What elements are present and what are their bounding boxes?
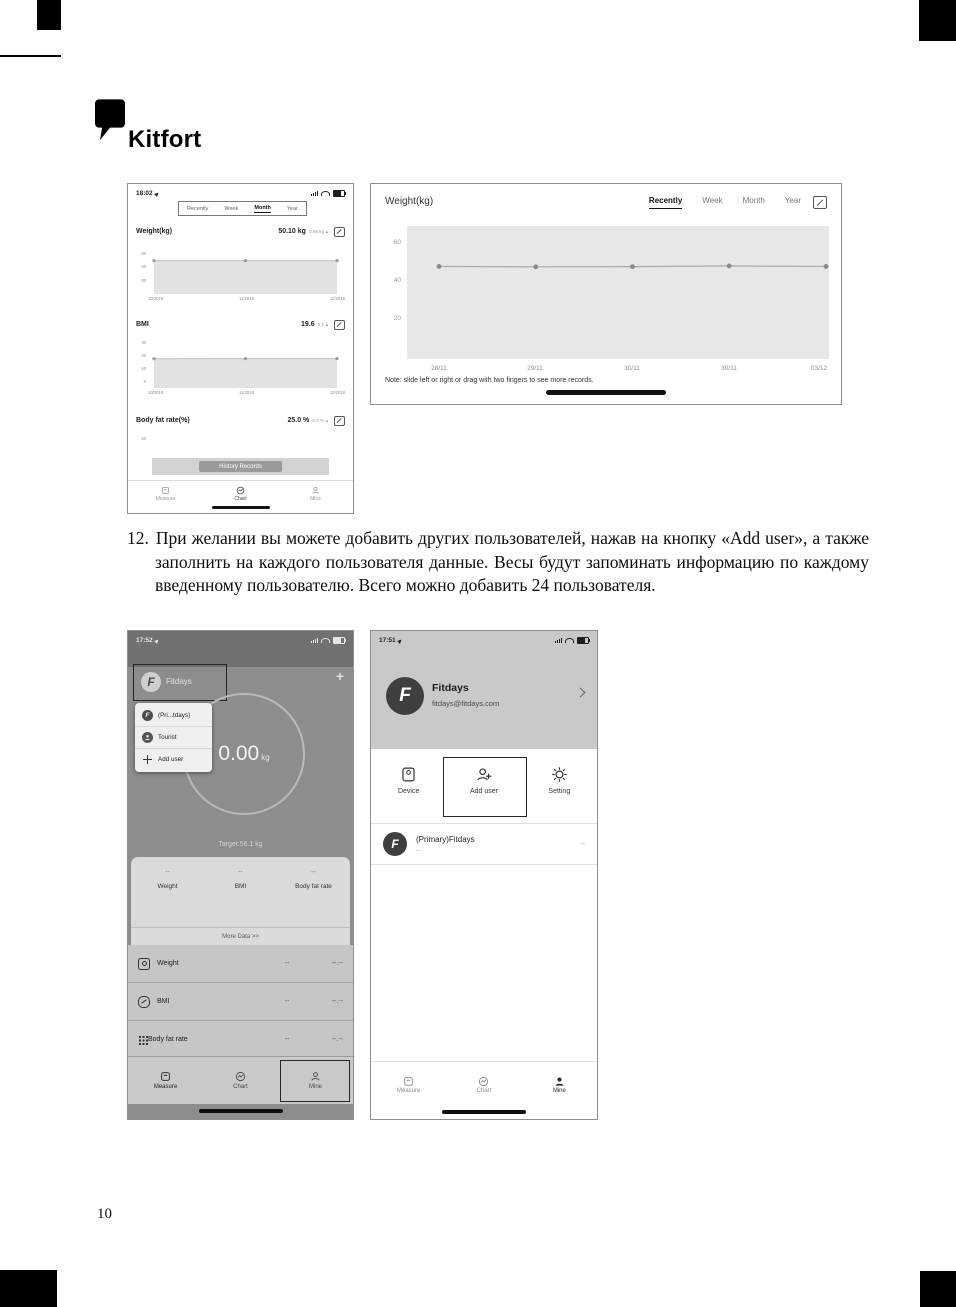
y-tick: 20 <box>393 315 401 322</box>
nav-label: Mine <box>552 1088 566 1095</box>
row-label: BMI <box>157 998 170 1005</box>
menu-item-primary-user[interactable] <box>135 705 212 727</box>
status-time: 17:51 <box>379 637 396 644</box>
tab-year[interactable]: Year <box>286 205 298 212</box>
fitdays-logo-icon[interactable]: F <box>141 672 161 692</box>
menu-item-tourist[interactable] <box>135 727 212 749</box>
y-tick: 40 <box>393 277 401 284</box>
weight-line-chart-plot <box>407 226 829 359</box>
page-number: 10 <box>97 1206 112 1222</box>
row-value: -- <box>284 1036 290 1043</box>
bmi-label: BMI <box>136 321 149 328</box>
metric-value: -- <box>311 869 316 876</box>
target-weight: Target:56.1 kg <box>218 841 263 848</box>
metric-label: BMI <box>234 883 247 890</box>
y-tick: 10 <box>141 366 146 371</box>
nav-chart[interactable] <box>203 1057 278 1104</box>
bmi-delta: 0.1 <box>317 322 325 327</box>
crop-mark-top-left <box>37 0 61 30</box>
screenshot-home-dimmed <box>127 630 354 1120</box>
y-tick: 60 <box>141 251 146 256</box>
y-tick: 40 <box>141 264 146 269</box>
home-indicator <box>199 1109 283 1113</box>
metric-label: Weight <box>157 883 178 890</box>
chart-note: Note: slide left or right or drag with two fingers to see more records. <box>385 377 594 384</box>
status-bar <box>371 635 597 646</box>
chart-icon <box>236 486 245 495</box>
y-tick: 30 <box>141 340 146 345</box>
tab-recently[interactable]: Recently <box>649 196 682 209</box>
screenshot-chart-phone <box>127 183 354 514</box>
y-tick: 0 <box>143 379 146 384</box>
device-icon <box>400 766 417 783</box>
paragraph-text: При желании вы можете добавить других пользователей, нажав на кнопку «Add user», а также заполнить на каждого пользователя данные. Весы будут запоминать информацию по каждому введенному пользователю. Всего можно добавить 24 пользователя. <box>155 528 869 595</box>
x-tick: 03/12 <box>810 365 828 372</box>
nav-measure[interactable] <box>128 481 203 507</box>
measure-icon <box>403 1076 414 1087</box>
row-value-2: --.-- <box>331 1036 343 1043</box>
menu-item-label: (Pri...tdays) <box>158 712 191 719</box>
x-tick: 11/2018 <box>239 296 254 301</box>
app-name[interactable]: Fitdays <box>166 677 192 686</box>
tab-month[interactable]: Month <box>254 205 271 211</box>
fitdays-avatar-icon: F <box>142 710 153 721</box>
action-label: Device <box>397 788 420 795</box>
user-row[interactable] <box>371 823 597 865</box>
person-icon <box>311 486 320 495</box>
menu-item-add-user[interactable] <box>135 749 212 770</box>
nav-measure[interactable] <box>128 1057 203 1104</box>
signal-icon <box>555 638 562 643</box>
wifi-icon <box>321 638 330 643</box>
measure-icon <box>160 1071 171 1082</box>
y-tick: 20 <box>141 353 146 358</box>
dial-weight-unit: kg <box>261 753 270 762</box>
user-name: (Primary)Fitdays <box>416 834 475 844</box>
action-label: Add user <box>469 788 498 795</box>
nav-mine[interactable] <box>522 1062 597 1108</box>
metric-value: -- <box>238 869 243 876</box>
x-tick: 30/11 <box>721 365 737 372</box>
dial-weight-value: 0.00 <box>218 742 260 765</box>
body-fat-section-header <box>136 413 345 428</box>
screenshot-profile <box>370 630 598 1120</box>
x-tick: 12/2018 <box>329 296 345 301</box>
trend-up-icon: ▲ <box>325 418 329 423</box>
action-label: Setting <box>548 788 571 795</box>
history-records-bar <box>152 458 329 475</box>
status-bar <box>128 635 353 646</box>
kitfort-logo-text: Kitfort <box>128 126 202 153</box>
weight-mini-chart-plot <box>148 246 343 294</box>
add-button[interactable]: + <box>335 668 344 684</box>
metric-weight <box>131 869 204 890</box>
bmi-mini-chart <box>136 340 345 398</box>
bmi-section-header <box>136 317 345 332</box>
metric-value: -- <box>165 869 170 876</box>
nav-label: Measure <box>396 1088 421 1095</box>
action-device[interactable] <box>371 759 446 817</box>
nav-label: Chart <box>476 1088 492 1095</box>
nav-label: Mine <box>308 1083 322 1090</box>
annotation-box-add-user <box>443 757 527 817</box>
trend-up-icon: ▲ <box>325 322 329 327</box>
fitdays-avatar-icon: F <box>383 832 407 856</box>
y-tick: 60 <box>393 239 401 246</box>
tab-week[interactable]: Week <box>702 196 723 205</box>
x-tick: 28/11 <box>431 365 447 372</box>
y-tick: 20 <box>141 278 146 283</box>
weight-line-chart[interactable] <box>407 226 829 359</box>
wifi-icon <box>321 191 330 196</box>
weight-delta: 0.08 kg <box>308 229 325 234</box>
row-label: Body fat rate <box>148 1036 188 1043</box>
screenshot-chart-landscape <box>370 183 842 405</box>
list-item-bmi[interactable] <box>128 983 353 1021</box>
user-value: -- <box>580 840 585 848</box>
bmi-mini-chart-plot <box>148 340 343 388</box>
bottom-nav <box>128 480 353 507</box>
row-value-2: --.-- <box>331 998 343 1005</box>
annotation-box-user-switcher <box>133 664 227 701</box>
body-fat-delta: 0.3 % <box>312 418 325 423</box>
weight-value: 50.10 kg <box>278 228 306 235</box>
paragraph-number: 12. <box>127 528 149 548</box>
chart-icon <box>478 1076 489 1087</box>
crop-mark-top-right <box>919 0 956 41</box>
battery-icon <box>577 637 589 644</box>
signal-icon <box>311 191 318 196</box>
status-time: 18:02 <box>136 190 153 197</box>
person-icon <box>554 1076 565 1087</box>
nav-measure[interactable] <box>371 1062 446 1108</box>
period-tabs <box>178 201 307 216</box>
bottom-nav <box>371 1061 597 1108</box>
fitdays-avatar-icon: F <box>386 677 424 715</box>
nav-label: Measure <box>155 496 176 503</box>
list-item-weight[interactable] <box>128 945 353 983</box>
annotation-box-mine-tab <box>280 1060 350 1102</box>
nav-label: Chart <box>233 1083 248 1090</box>
user-subtext: -- <box>416 846 421 854</box>
metric-list <box>128 945 353 1059</box>
gear-icon <box>551 766 568 783</box>
metrics-sheet <box>131 857 350 945</box>
row-value-2: --.-- <box>331 960 343 967</box>
row-label: Weight <box>157 960 179 967</box>
tab-year[interactable]: Year <box>784 196 801 205</box>
more-data-link[interactable]: More Data >> <box>131 927 350 945</box>
nav-label: Measure <box>153 1083 178 1090</box>
user-dropdown-menu <box>135 703 212 772</box>
menu-item-label: Add user <box>158 756 184 763</box>
account-name: Fitdays <box>432 682 469 694</box>
body-fat-grid-icon <box>139 1036 141 1038</box>
x-tick: 29/11 <box>527 365 543 372</box>
home-indicator <box>546 390 666 395</box>
weight-mini-chart <box>136 246 345 304</box>
menu-item-label: Tourist <box>158 734 177 741</box>
period-tabs <box>649 196 801 209</box>
body-fat-label: Body fat rate(%) <box>136 417 190 424</box>
expand-icon[interactable] <box>334 320 345 330</box>
metric-body-fat <box>277 869 350 890</box>
plus-icon <box>143 755 152 764</box>
x-tick: 11/2018 <box>239 390 254 395</box>
nav-mine[interactable] <box>278 481 353 507</box>
nav-label: Mine <box>310 496 321 503</box>
bmi-gauge-icon <box>138 996 150 1008</box>
location-arrow-icon <box>154 191 160 197</box>
tab-recently[interactable]: Recently <box>187 205 209 212</box>
location-arrow-icon <box>154 638 160 644</box>
scale-icon <box>138 958 150 970</box>
history-records-button[interactable]: History Records <box>199 461 282 472</box>
x-tick: 10/2018 <box>148 390 164 395</box>
tab-month[interactable]: Month <box>742 196 765 205</box>
kitfort-logo <box>95 98 235 156</box>
chart-icon <box>235 1071 246 1082</box>
measure-icon <box>161 486 170 495</box>
expand-icon[interactable] <box>813 196 827 209</box>
battery-icon <box>333 190 345 197</box>
location-arrow-icon <box>397 638 403 644</box>
instruction-paragraph <box>127 527 869 598</box>
account-email: fitdays@fitdays.com <box>432 699 500 708</box>
y-tick: 40 <box>141 436 146 441</box>
weight-label: Weight(kg) <box>136 228 173 235</box>
list-item-body-fat[interactable] <box>128 1021 353 1059</box>
nav-chart[interactable] <box>446 1062 521 1108</box>
row-value: -- <box>284 960 290 967</box>
home-indicator <box>442 1110 526 1114</box>
status-time: 17:52 <box>136 637 153 644</box>
weight-section-header <box>136 224 345 239</box>
tourist-avatar-icon <box>142 732 153 743</box>
x-tick: 12/2018 <box>329 390 345 395</box>
action-setting[interactable] <box>522 759 597 817</box>
crop-mark-top-left-line <box>0 55 61 57</box>
expand-icon[interactable] <box>334 416 345 426</box>
row-value: -- <box>284 998 290 1005</box>
metric-bmi <box>204 869 277 890</box>
kitfort-logo-icon <box>95 98 125 144</box>
x-tick: 30/11 <box>624 365 640 372</box>
tab-week[interactable]: Week <box>224 205 239 212</box>
nav-label: Chart <box>234 496 247 503</box>
expand-icon[interactable] <box>334 227 345 237</box>
bmi-value: 19.6 <box>301 321 315 328</box>
chart-title: Weight(kg) <box>385 196 434 207</box>
crop-mark-bottom-right <box>920 1271 956 1307</box>
signal-icon <box>311 638 318 643</box>
home-indicator <box>212 506 270 509</box>
trend-up-icon: ▲ <box>325 229 329 234</box>
battery-icon <box>333 637 345 644</box>
metric-label: Body fat rate <box>295 883 332 890</box>
person-icon <box>144 734 151 741</box>
body-fat-value: 25.0 % <box>287 417 310 424</box>
x-tick: 10/2018 <box>148 296 164 301</box>
status-bar <box>128 188 353 199</box>
crop-mark-bottom-left <box>0 1270 57 1307</box>
wifi-icon <box>565 638 574 643</box>
nav-chart[interactable] <box>203 481 278 507</box>
